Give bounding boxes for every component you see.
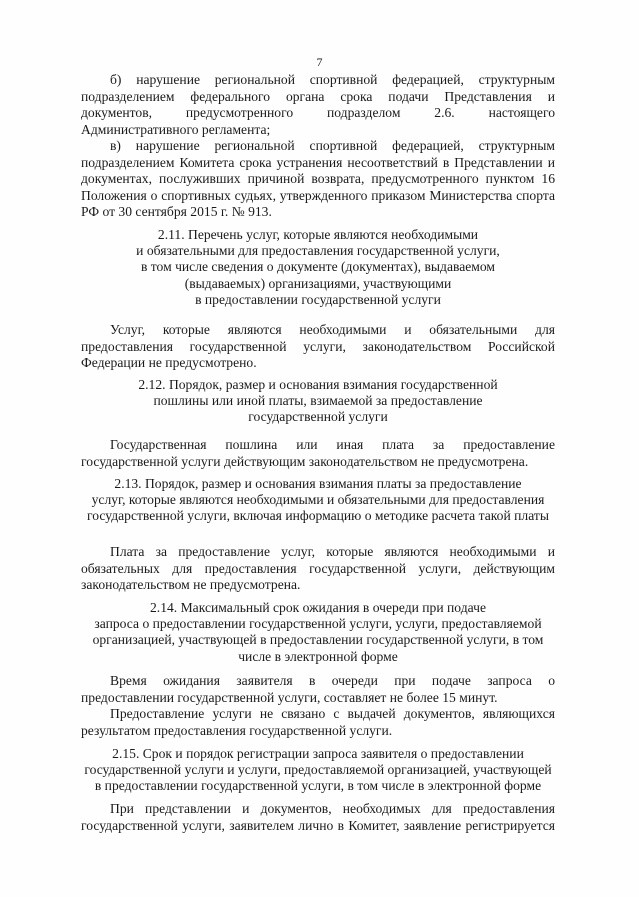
paragraph-2-14-documents [81,706,555,739]
paragraph-2-13 [81,544,555,594]
text-line: При представлении и документов, необходимых для предоставления [110,801,555,816]
text-line: Государственная пошлина или иная плата за предоставление [110,437,555,452]
text-line: предоставлении государственной услуги, составляет не более 15 минут. [81,689,498,705]
text-line: документов, предусмотренного подразделом 2.6. настоящего [81,105,555,120]
item-b-paragraph [81,72,555,138]
paragraph-2-14-wait-time [81,673,555,706]
heading-line: (выдаваемых) организациями, участвующими [184,275,452,291]
heading-line: государственной услуги [248,409,388,425]
text-line: Время ожидания заявителя в очереди при подаче запроса о [110,673,555,688]
section-heading-2-15 [81,746,555,795]
text-line: подразделением Комитета срока устранения несоответствий в Представлении и [81,154,555,170]
heading-line: в предоставлении государственной услуги, в том числе в электронной форме [94,778,542,794]
text-line: Федерации не предусмотрено. [81,355,257,370]
text-line: подразделением федерального органа срока подачи Представления и [81,88,555,104]
heading-line: 2.11. Перечень услуг, которые являются необходимыми [157,227,479,242]
text-line: Плата за предоставление услуг, которые являются необходимыми и [110,544,555,559]
heading-line: и обязательными для предоставления государственной услуги, [136,243,500,259]
heading-line: государственной услуги, включая информацию о методике расчета такой платы [87,508,549,524]
heading-line: 2.14. Максимальный срок ожидания в очереди при подаче [150,600,486,615]
text-line: в) нарушение региональной спортивной федерацией, структурным [110,138,555,153]
heading-line: 2.12. Порядок, размер и основания взимания государственной [138,377,498,392]
paragraph-2-12 [81,437,555,470]
section-heading-2-11 [81,227,555,308]
text-line: Положения о спортивных судьях, утвержденного приказом Министерства спорта [81,187,555,203]
heading-line: 2.15. Срок и порядок регистрации запроса заявителя о предоставлении [112,746,524,761]
text-line: результатом предоставления государственной услуги. [81,722,393,738]
heading-line: пошлины или иной платы, взимаемой за предоставление [153,393,483,409]
section-heading-2-14 [81,600,555,665]
text-line: Предоставление услуги не связано с выдачей документов, являющихся [110,706,555,721]
paragraph-2-15 [81,801,555,834]
text-line: законодательством не предусмотрена. [81,577,301,592]
paragraph-2-11 [81,322,555,372]
heading-line: запроса о предоставлении государственной услуги, услуги, предоставляемой [94,616,542,632]
heading-line: государственной услуги и услуги, предоставляемой организацией, участвующей [84,762,552,778]
text-line: государственной услуги действующим законодательством не предусмотрена. [81,453,529,469]
text-line: документах, послуживших причиной возврата, предусмотренного пунктом 16 [81,171,555,186]
heading-line: организацией, участвующей в предоставлении государственной услуги, в том [92,632,544,648]
text-line: обязательных для предоставления государственной услуги, действующим [81,560,555,576]
section-heading-2-13 [81,476,555,525]
heading-line: 2.13. Порядок, размер и основания взимания платы за предоставление [114,476,522,491]
section-heading-2-12 [81,377,555,426]
heading-line: в предоставлении государственной услуги [195,291,441,307]
page-number: 7 [316,55,323,69]
heading-line: числе в электронной форме [238,648,398,664]
text-line: Административного регламента; [81,121,271,137]
text-line: РФ от 30 сентября 2015 г. № 913. [81,204,272,219]
item-v-paragraph [81,138,555,221]
text-line: предоставления государственной услуги, законодательством Российской [81,338,555,354]
text-line: б) нарушение региональной спортивной федерацией, структурным [110,72,555,87]
text-line: государственной услуги, заявителем лично в Комитет, заявление регистрируется [81,817,555,833]
heading-line: услуг, которые являются необходимыми и обязательными для предоставления [91,492,545,508]
text-line: Услуг, которые являются необходимыми и обязательными для [110,322,555,337]
heading-line: в том числе сведения о документе (документах), выдаваемом [140,259,496,275]
